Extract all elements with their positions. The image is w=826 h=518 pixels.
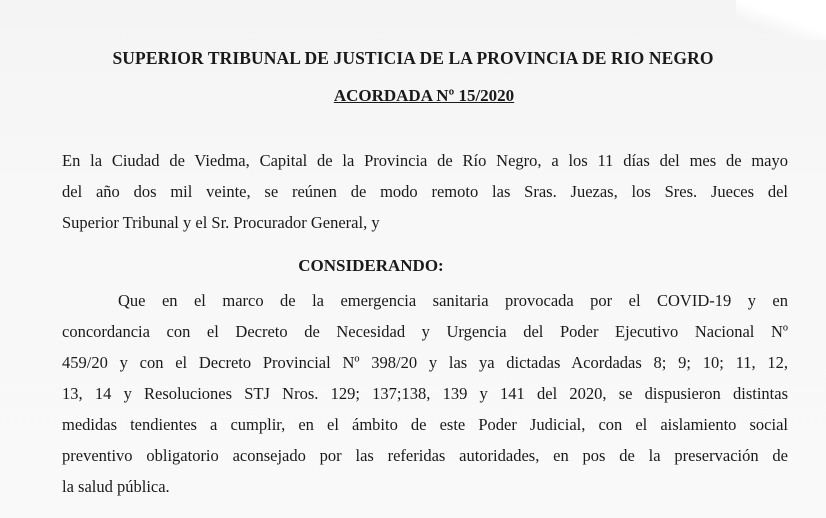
considerando-line: medidas tendientes a cumplir, en el ámbito de este Poder Judicial, con el aislamiento social [62,415,788,434]
document-title: SUPERIOR TRIBUNAL DE JUSTICIA DE LA PROVINCIA DE RIO NEGRO [112,48,714,68]
considerando-line: 459/20 y con el Decreto Provincial Nº 398/20 y las ya dictadas Acordadas 8; 9; 10; 11, 12, [62,353,788,372]
page-corner-highlight [736,0,826,40]
document-subtitle: ACORDADA Nº 15/2020 [333,86,515,105]
considerando-line: la salud pública. [62,477,170,496]
considerando-paragraph [62,285,788,502]
intro-paragraph [62,145,788,238]
considerando-heading: CONSIDERANDO: [298,256,444,275]
intro-line: Superior Tribunal y el Sr. Procurador General, y [62,213,380,232]
considerando-line: preventivo obligatorio aconsejado por las referidas autoridades, en pos de la preservación de [62,446,788,465]
considerando-line: Que en el marco de la emergencia sanitaria provocada por el COVID-19 y en [118,291,788,310]
intro-line: del año dos mil veinte, se reúnen de modo remoto las Sras. Juezas, los Sres. Jueces del [62,182,788,201]
considerando-line: 13, 14 y Resoluciones STJ Nros. 129; 137;138, 139 y 141 del 2020, se dispusieron distintas [62,384,788,403]
intro-line: En la Ciudad de Viedma, Capital de la Provincia de Río Negro, a los 11 días del mes de mayo [62,151,788,170]
considerando-line: concordancia con el Decreto de Necesidad y Urgencia del Poder Ejecutivo Nacional Nº [62,322,788,341]
